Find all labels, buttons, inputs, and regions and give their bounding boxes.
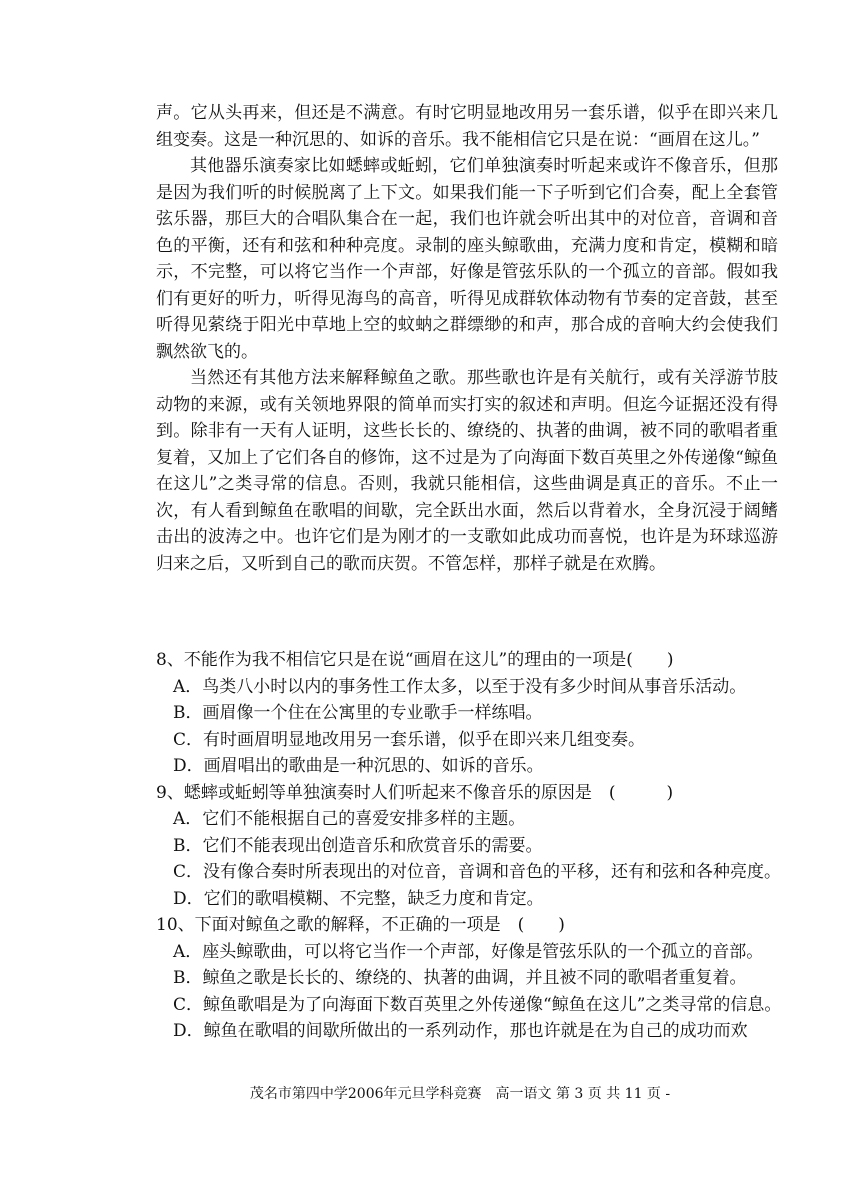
answer-option — [173, 965, 796, 992]
option-letter: C． — [173, 994, 204, 1015]
page-footer: 茂名市第四中学2006年元旦学科竞赛 高一语文 第 3 页 共 11 页 - — [249, 1086, 671, 1102]
option-letter: C． — [173, 729, 204, 750]
answer-option — [173, 727, 796, 754]
option-letter: C． — [173, 862, 204, 882]
option-text: 没有像合奏时所表现出的对位音，音调和音色的平移，还有和弦和各种亮度。 — [203, 862, 782, 882]
answer-option — [173, 939, 796, 966]
option-letter: D． — [173, 1021, 204, 1041]
option-text: 鸟类八小时以内的事务性工作太多，以至于没有多少时间从事音乐活动。 — [202, 676, 747, 697]
option-letter: B． — [173, 968, 203, 988]
option-text: 它们不能根据自己的喜爱安排多样的主题。 — [202, 809, 526, 829]
answer-option — [173, 700, 796, 727]
answer-option — [173, 753, 796, 780]
option-text: 座头鲸歌曲，可以将它当作一个声部，好像是管弦乐队的一个孤立的音部。 — [202, 941, 764, 962]
answer-option — [173, 674, 796, 701]
answer-option — [173, 806, 796, 833]
answer-option — [173, 992, 796, 1019]
question-stem: 8、不能作为我不相信它只是在说“画眉在这儿”的理由的一项是( ) — [156, 650, 674, 670]
option-text: 鲸鱼在歌唱的间歇所做出的一系列动作，那也许就是在为自己的成功而欢 — [203, 1021, 748, 1041]
passage-paragraph: 当然还有其他方法来解释鲸鱼之歌。那些歌也许是有关航行，或有关浮游节肢动物的来源，或有关领地界限的简单而实打实的叙述和声明。但迄今证据还没有得到。除非有一天有人证明，这些长长的、缭绕的、执著的曲调，被不同的歌唱者重复着，又加上了它们各自的修饰，这不过是为了向海面下数百英里之外传递像“鲸鱼在这儿”之类寻常的信息。否则，我就只能相信，这些曲调是真正的音乐。不止一次，有人看到鲸鱼在歌唱的间歇，完全跃出水面，然后以背着水，全身沉浸于阔鳍击出的波涛之中。也许它们是为刚才的一支歌如此成功而喜悦，也许是为环球巡游归来之后，又听到自己的歌而庆贺。不管怎样，那样子就是在欢腾。 — [156, 368, 778, 574]
question-stem: 9、蟋蟀或蚯蚓等单独演奏时人们听起来不像音乐的原因是 ( ) — [156, 782, 674, 803]
answer-option — [173, 859, 796, 886]
question-list — [156, 647, 796, 1045]
option-text: 有时画眉明显地改用另一套乐谱，似乎在即兴来几组变奏。 — [203, 729, 646, 750]
answer-option — [173, 833, 796, 860]
reading-passage — [156, 100, 778, 577]
passage-paragraph: 声。它从头再来，但还是不满意。有时它明显地改用另一套乐谱，似乎在即兴来几组变奏。这是一种沉思的、如诉的音乐。我不能相信它只是在说：“画眉在这儿。” — [156, 103, 778, 150]
option-letter: A． — [173, 941, 203, 962]
option-text: 鲸鱼歌唱是为了向海面下数百英里之外传递像“鲸鱼在这儿”之类寻常的信息。 — [203, 994, 782, 1015]
answer-option — [173, 886, 796, 913]
option-letter: D． — [173, 888, 204, 909]
option-letter: A． — [173, 676, 203, 697]
answer-option — [173, 1018, 796, 1045]
option-text: 它们不能表现出创造音乐和欣赏音乐的需要。 — [202, 835, 543, 856]
option-letter: B． — [173, 835, 203, 856]
option-text: 画眉唱出的歌曲是一种沉思的、如诉的音乐。 — [203, 756, 544, 776]
passage-paragraph: 其他器乐演奏家比如蟋蟀或蚯蚓，它们单独演奏时听起来或许不像音乐，但那是因为我们听的时候脱离了上下文。如果我们能一下子听到它们合奏，配上全套管弦乐器，那巨大的合唱队集合在一起，我们也许就会听出其中的对位音，音调和音色的平衡，还有和弦和种种亮度。录制的座头鲸歌曲，充满力度和肯定，模糊和暗示，不完整，可以将它当作一个声部，好像是管弦乐队的一个孤立的音部。假如我们有更好的听力，听得见海鸟的高音，听得见成群软体动物有节奏的定音鼓，甚至听得见萦绕于阳光中草地上空的蚊蚋之群缥缈的和声，那合成的音响大约会使我们飘然欲飞的。 — [156, 156, 778, 362]
option-letter: B． — [173, 703, 203, 723]
question-stem: 10、下面对鲸鱼之歌的解释，不正确的一项是 ( ) — [156, 915, 565, 935]
option-text: 它们的歌唱模糊、不完整，缺乏力度和肯定。 — [203, 888, 544, 909]
option-text: 鲸鱼之歌是长长的、缭绕的、执著的曲调，并且被不同的歌唱者重复着。 — [202, 968, 747, 988]
option-letter: D． — [173, 756, 204, 776]
option-letter: A． — [173, 809, 203, 829]
option-text: 画眉像一个住在公寓里的专业歌手一样练唱。 — [202, 703, 543, 723]
